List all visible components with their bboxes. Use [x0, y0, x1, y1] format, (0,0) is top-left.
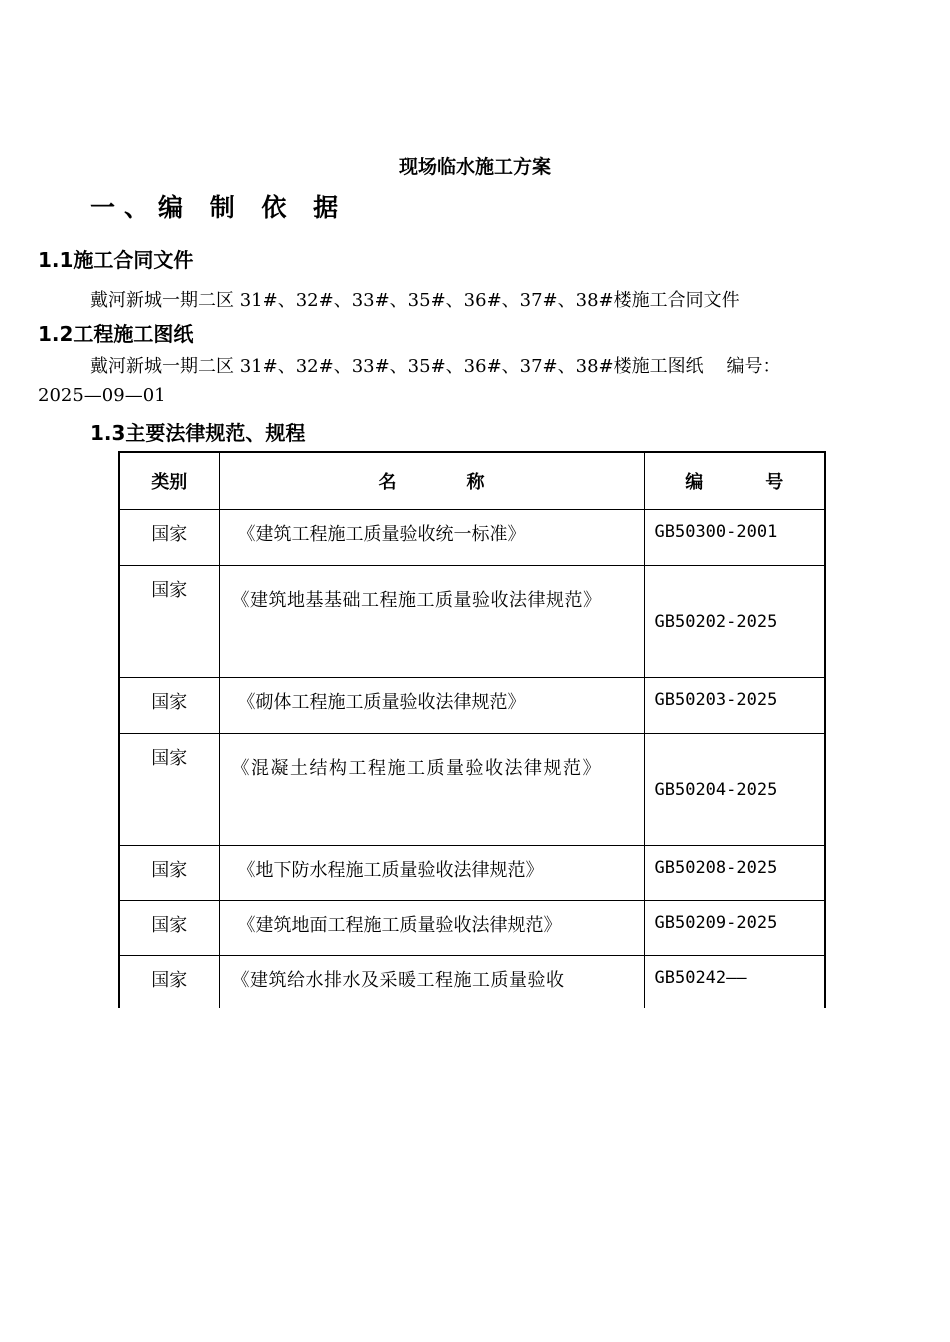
- contract-documents-text: 戴河新城一期二区 31#、32#、33#、35#、36#、37#、38#楼施工合同文件: [90, 290, 740, 311]
- header-category: 类别: [119, 452, 219, 510]
- header-code: [644, 452, 825, 510]
- construction-drawings-text: 戴河新城一期二区 31#、32#、33#、35#、36#、37#、38#楼施工图纸 编号：: [90, 356, 781, 377]
- row-code: GB50204-2025: [644, 734, 825, 846]
- row-code: GB50209-2025: [644, 901, 825, 956]
- table-row: [119, 846, 825, 901]
- heading-construction-drawings: 1.2工程施工图纸: [38, 322, 194, 346]
- table-row: [119, 901, 825, 956]
- header-code-char1: 编: [685, 472, 704, 493]
- row-code: GB50202-2025: [644, 566, 825, 678]
- row-name: 《建筑地基基础工程施工质量验收法律规范》: [219, 566, 644, 678]
- regulations-table: [118, 451, 826, 1008]
- table-row: [119, 678, 825, 734]
- row-name: 《混凝土结构工程施工质量验收法律规范》: [219, 734, 644, 846]
- heading-laws-regulations: 1.3主要法律规范、规程: [90, 421, 306, 445]
- section-heading-basis: 一、编 制 依 据: [90, 193, 348, 222]
- row-category: 国家: [119, 901, 219, 956]
- row-code: GB50242——: [644, 956, 825, 1008]
- row-category: 国家: [119, 846, 219, 901]
- row-code: GB50203-2025: [644, 678, 825, 734]
- row-category: 国家: [119, 956, 219, 1008]
- table-row: [119, 510, 825, 566]
- header-code-char2: 号: [765, 472, 784, 493]
- table-header-row: [119, 452, 825, 510]
- table-row: [119, 956, 825, 1008]
- row-category: 国家: [119, 510, 219, 566]
- row-name: 《建筑地面工程施工质量验收法律规范》: [219, 901, 644, 956]
- document-title: 现场临水施工方案: [398, 156, 551, 178]
- header-name-char1: 名: [378, 472, 397, 493]
- row-code: GB50208-2025: [644, 846, 825, 901]
- header-name: [219, 452, 644, 510]
- row-category: 国家: [119, 678, 219, 734]
- header-name-char2: 称: [466, 472, 485, 493]
- row-name: 《砌体工程施工质量验收法律规范》: [219, 678, 644, 734]
- table-row: [119, 734, 825, 846]
- heading-contract-documents: 1.1施工合同文件: [38, 248, 194, 272]
- table-row: [119, 566, 825, 678]
- drawing-number: 2025—09—01: [38, 385, 166, 406]
- row-category: 国家: [119, 566, 219, 678]
- row-code: GB50300-2001: [644, 510, 825, 566]
- row-name: 《建筑给水排水及采暖工程施工质量验收: [219, 956, 644, 1008]
- row-name: 《地下防水程施工质量验收法律规范》: [219, 846, 644, 901]
- row-name: 《建筑工程施工质量验收统一标准》: [219, 510, 644, 566]
- row-category: 国家: [119, 734, 219, 846]
